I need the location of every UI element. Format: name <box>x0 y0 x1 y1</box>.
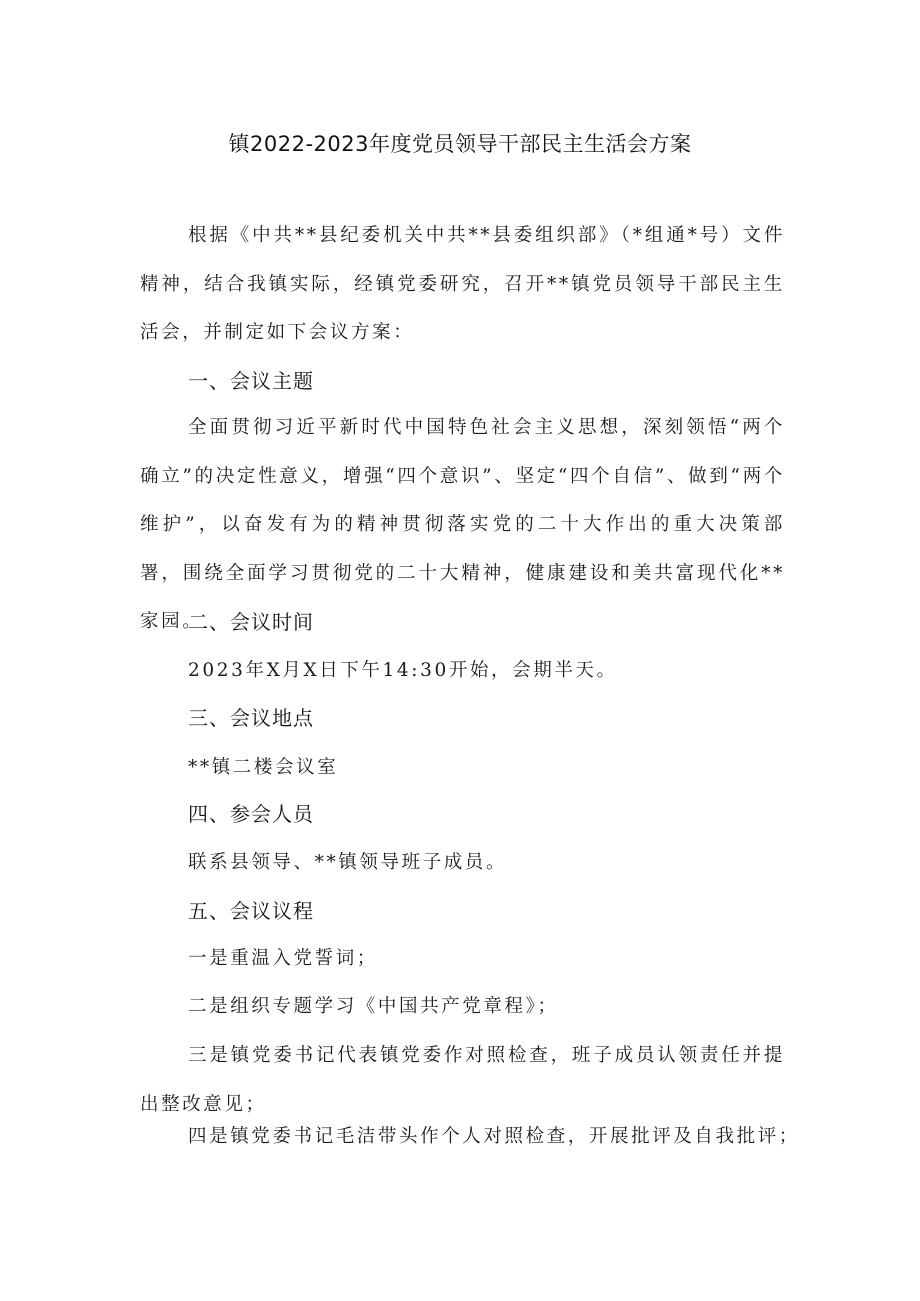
intro-paragraph: 根据《中共**县纪委机关中共**县委组织部》（*组通*号）文件精神，结合我镇实际，经镇党委研究，召开**镇党员领导干部民主生活会，并制定如下会议方案： <box>140 225 785 343</box>
agenda-item: 三是镇党委书记代表镇党委作对照检查，班子成员认领责任并提出整改意见； <box>140 1045 785 1115</box>
document-title: 镇2022-2023年度党员领导干部民主生活会方案 <box>228 132 692 156</box>
section-text-theme: 全面贯彻习近平新时代中国特色社会主义思想，深刻领悟“两个确立”的决定性意义，增强“四个意识”、坚定“四个自信”、做到“两个维护”，以奋发有为的精神贯彻落实党的二十大作出的重大决策部署，围绕全面学习贯彻党的二十大精神，健康建设和美共富现代化**家园。 <box>140 417 785 632</box>
agenda-item: 二是组织专题学习《中国共产党章程》； <box>188 996 559 1017</box>
section-text-location: **镇二楼会议室 <box>188 757 339 778</box>
section-text-time: 2023年X月X日下午14:30开始，会期半天。 <box>188 660 618 681</box>
section-heading-agenda: 五、会议议程 <box>188 899 314 923</box>
section-heading-location: 三、会议地点 <box>188 706 314 730</box>
section-heading-time: 二、会议时间 <box>188 610 314 634</box>
section-heading-theme: 一、会议主题 <box>188 369 314 393</box>
agenda-item: 一是重温入党誓词； <box>188 948 378 969</box>
section-heading-attendees: 四、参会人员 <box>188 802 314 826</box>
section-text-attendees: 联系县领导、**镇领导班子成员。 <box>188 852 508 873</box>
agenda-item: 四是镇党委书记毛洁带头作个人对照检查，开展批评及自我批评； <box>188 1126 800 1147</box>
